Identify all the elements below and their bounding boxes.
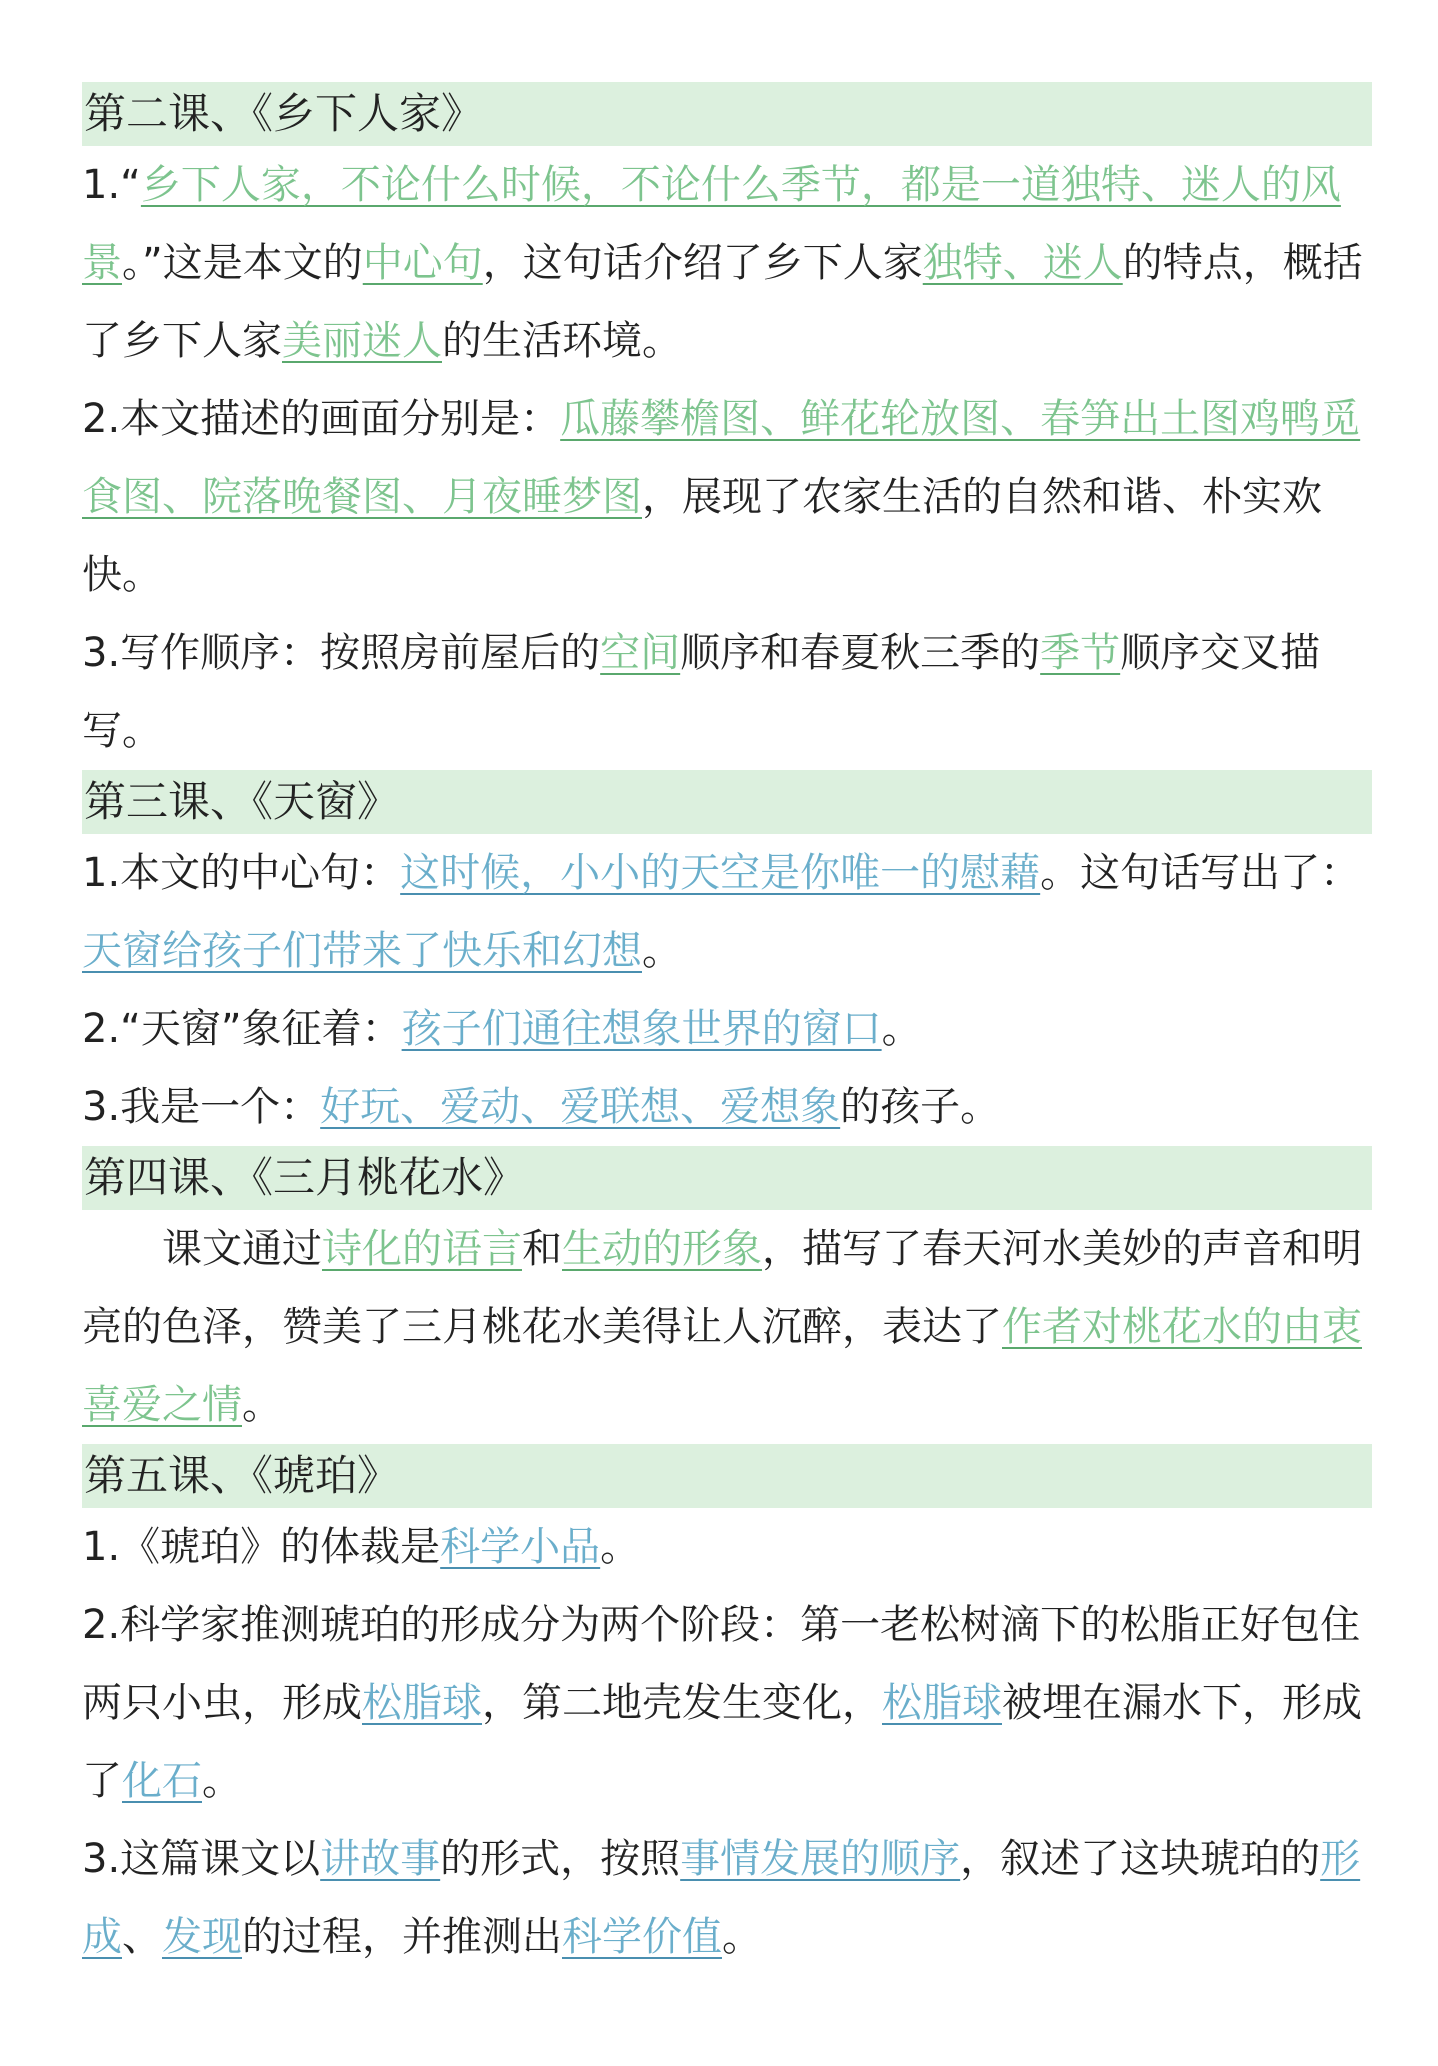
paragraph-text: 被埋在漏水下，形成了 [82,1680,1362,1804]
lesson-paragraph [82,614,1372,770]
key-answer-highlight: 松脂球 [362,1680,482,1726]
paragraph-text: 。”这是本文的 [122,240,363,286]
paragraph-text: 2.本文描述的画面分别是： [82,396,561,442]
paragraph-text: 1.《琥珀》的体裁是 [82,1524,441,1570]
paragraph-text: 。 [722,1914,762,1960]
lesson-paragraph [82,990,1372,1068]
key-answer-highlight: 形成 [82,1836,1361,1960]
key-answer-highlight: 中心句 [362,240,483,286]
study-notes-document [82,82,1372,1976]
lesson-heading: 第五课、《琥珀》 [82,1444,1372,1508]
key-answer-highlight: 空间 [600,630,681,676]
paragraph-text: ，描写了春天河水美妙的声音和明亮的色泽，赞美了三月桃花水美得让人沉醉，表达了 [82,1226,1362,1350]
lesson-paragraph [82,1068,1372,1146]
paragraph-text: 3.写作顺序：按照房前屋后的 [82,630,601,676]
lesson-heading: 第四课、《三月桃花水》 [82,1146,1372,1210]
paragraph-text: 顺序和春夏秋三季的 [680,630,1041,676]
lesson-heading: 第三课、《天窗》 [82,770,1372,834]
lesson-paragraph [82,380,1372,614]
key-answer-highlight: 科学价值 [562,1914,722,1960]
paragraph-text: 课文通过 [162,1226,322,1272]
key-answer-highlight: 事情发展的顺序 [680,1836,961,1882]
paragraph-text: 。这句话写出了： [1040,850,1361,896]
key-answer-highlight: 松脂球 [882,1680,1002,1726]
lesson-paragraph [82,146,1372,380]
paragraph-text: 。 [202,1758,242,1804]
lesson-paragraph [82,1820,1372,1976]
key-answer-highlight: 发现 [162,1914,242,1960]
key-answer-highlight: 科学小品 [440,1524,601,1570]
lesson-paragraph [82,834,1372,990]
key-answer-highlight: 天窗给孩子们带来了快乐和幻想 [82,928,642,974]
lesson-heading: 第二课、《乡下人家》 [82,82,1372,146]
paragraph-text: 。 [642,928,682,974]
paragraph-text: 3.我是一个： [82,1084,321,1130]
paragraph-text: 。 [881,1006,922,1052]
key-answer-highlight: 这时候，小小的天空是你唯一的慰藉 [400,850,1041,896]
paragraph-text: ，展现了农家生活的自然和谐、朴实欢快。 [82,474,1322,598]
paragraph-text: 2.“天窗”象征着： [82,1006,402,1052]
key-answer-highlight: 季节 [1040,630,1121,676]
paragraph-text: 的形式，按照 [440,1836,681,1882]
key-answer-highlight: 美丽迷人 [282,318,442,364]
paragraph-text: ，这句话介绍了乡下人家 [482,240,923,286]
key-answer-highlight: 作者对桃花水的由衷喜爱之情 [82,1304,1362,1428]
paragraph-text: 。 [600,1524,641,1570]
paragraph-text: 的生活环境。 [442,318,682,364]
key-answer-highlight: 瓜藤攀檐图、鲜花轮放图、春笋出土图鸡鸭觅食图、院落晚餐图、月夜睡梦图 [82,396,1361,520]
paragraph-text: 顺序交叉描写。 [82,630,1321,754]
lesson-paragraph [82,1210,1372,1444]
key-answer-highlight: 好玩、爱动、爱联想、爱想象 [320,1084,841,1130]
paragraph-text: 。 [242,1382,282,1428]
lesson-paragraph [82,1586,1372,1820]
paragraph-text: 的特点，概括了乡下人家 [82,240,1363,364]
key-answer-highlight: 生动的形象 [562,1226,762,1272]
paragraph-text: ，叙述了这块琥珀的 [960,1836,1321,1882]
paragraph-text: 3.这篇课文以 [82,1836,321,1882]
paragraph-text: 1.本文的中心句： [82,850,401,896]
lesson-paragraph [82,1508,1372,1586]
key-answer-highlight: 诗化的语言 [322,1226,522,1272]
key-answer-highlight: 独特、迷人 [922,240,1123,286]
key-answer-highlight: 讲故事 [320,1836,441,1882]
key-answer-highlight: 孩子们通往想象世界的窗口 [401,1006,882,1052]
paragraph-text: 1.“ [82,162,141,208]
key-answer-highlight: 乡下人家，不论什么时候，不论什么季节，都是一道独特、迷人的风景 [82,162,1341,286]
paragraph-text: 2.科学家推测琥珀的形成分为两个阶段：第一老松树滴下的松脂正好包住两只小虫，形成 [82,1602,1361,1726]
paragraph-text: 和 [522,1226,562,1272]
paragraph-text: 的过程，并推测出 [242,1914,562,1960]
paragraph-text: 的孩子。 [840,1084,1001,1130]
paragraph-text: 、 [122,1914,162,1960]
key-answer-highlight: 化石 [122,1758,202,1804]
paragraph-text: ，第二地壳发生变化， [482,1680,882,1726]
